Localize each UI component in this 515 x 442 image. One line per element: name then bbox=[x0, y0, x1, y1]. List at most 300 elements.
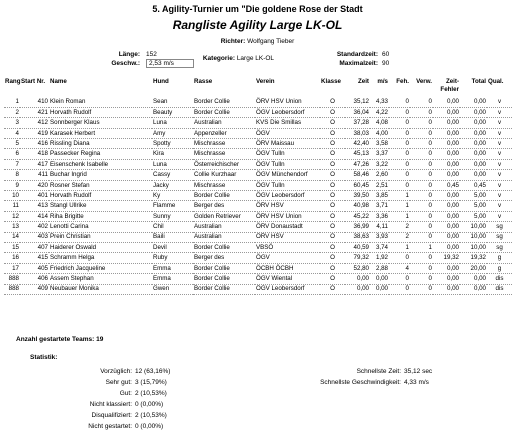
cell-ms: 4,08 bbox=[370, 118, 389, 128]
cell-feh: 0 bbox=[389, 159, 410, 169]
cell-zeit: 58,46 bbox=[345, 170, 370, 180]
cell-zeit: 42,40 bbox=[345, 139, 370, 149]
cell-name: Haiderer Oswald bbox=[49, 242, 152, 252]
cell-klasse: O bbox=[320, 253, 345, 263]
col-verw: Verw. bbox=[416, 78, 432, 85]
cell-rang: 888 bbox=[4, 274, 20, 284]
cell-feh: 0 bbox=[389, 253, 410, 263]
cell-ms: 2,51 bbox=[370, 180, 389, 190]
cell-zeitfehler: 0,45 bbox=[433, 180, 460, 190]
teams-label: Anzahl gestartete Teams: bbox=[16, 336, 95, 343]
table-row bbox=[4, 118, 512, 128]
cell-total: 5,00 bbox=[460, 211, 487, 221]
col-rasse: Rasse bbox=[194, 78, 213, 85]
cell-feh: 4 bbox=[389, 263, 410, 273]
speed-label: Geschw.: bbox=[111, 60, 140, 67]
col-rang: Rang bbox=[5, 78, 21, 85]
cell-start: 421 bbox=[20, 107, 49, 117]
cell-verein: KVS Die Smillas bbox=[255, 118, 320, 128]
cell-feh: 0 bbox=[389, 118, 410, 128]
cell-rasse: Berger des bbox=[193, 253, 255, 263]
cell-qual: g bbox=[487, 263, 512, 273]
table-row bbox=[4, 242, 512, 252]
cell-hund: Gwen bbox=[152, 284, 193, 294]
cell-rang: 7 bbox=[4, 159, 20, 169]
cell-qual: sg bbox=[487, 222, 512, 232]
cell-feh: 0 bbox=[389, 274, 410, 284]
results-table bbox=[4, 78, 512, 295]
table-row bbox=[4, 107, 512, 117]
cell-qual: g bbox=[487, 253, 512, 263]
cell-name: Riha Brigitte bbox=[49, 211, 152, 221]
cell-verw: 0 bbox=[410, 128, 433, 138]
cell-name: Schramm Helga bbox=[49, 253, 152, 263]
cell-verw: 0 bbox=[410, 222, 433, 232]
cell-zeitfehler: 0,00 bbox=[433, 97, 460, 107]
stat-label: Gut: bbox=[119, 390, 132, 397]
col-qual: Qual. bbox=[488, 78, 504, 85]
cell-start: 413 bbox=[20, 201, 49, 211]
cell-name: Eisenschenk Isabelle bbox=[49, 159, 152, 169]
cell-verein: ÖRV Donaustadt bbox=[255, 222, 320, 232]
cell-start: 406 bbox=[20, 274, 49, 284]
cell-qual: v bbox=[487, 159, 512, 169]
cell-verw: 1 bbox=[410, 242, 433, 252]
stat-row bbox=[70, 421, 170, 432]
cell-name: Horvath Rudolf bbox=[49, 107, 152, 117]
event-title: 5. Agility-Turnier um "Die goldene Rose der Stadt bbox=[152, 4, 363, 14]
length-value: 152 bbox=[146, 51, 157, 58]
cell-ms: 1,92 bbox=[370, 253, 389, 263]
stat-label: Vorzüglich: bbox=[100, 368, 132, 375]
cell-feh: 0 bbox=[389, 97, 410, 107]
cell-verw: 0 bbox=[410, 118, 433, 128]
cell-verein: ÖRV HSV Union bbox=[255, 211, 320, 221]
cell-hund: Jacky bbox=[152, 180, 193, 190]
cell-rang: 3 bbox=[4, 118, 20, 128]
cell-name: Passecker Regina bbox=[49, 149, 152, 159]
table-row bbox=[4, 97, 512, 107]
col-hund: Hund bbox=[153, 78, 169, 85]
cell-hund: Ky bbox=[152, 191, 193, 201]
cell-ms: 4,11 bbox=[370, 222, 389, 232]
cell-verein: ÖGV Wiental bbox=[255, 274, 320, 284]
cell-rasse: Mischrasse bbox=[193, 180, 255, 190]
table-row bbox=[4, 201, 512, 211]
cell-total: 0,00 bbox=[460, 284, 487, 294]
cell-start: 410 bbox=[20, 97, 49, 107]
cell-verein: ÖRV HSV Union bbox=[255, 97, 320, 107]
cell-zeitfehler: 0,00 bbox=[433, 118, 460, 128]
cell-qual: v bbox=[487, 191, 512, 201]
cell-rasse: Border Collie bbox=[193, 242, 255, 252]
cell-rasse: Border Collie bbox=[193, 191, 255, 201]
cell-rasse: Österreichischer bbox=[193, 159, 255, 169]
cell-rang: 1 bbox=[4, 97, 20, 107]
stat-label: Nicht klassiert: bbox=[89, 401, 132, 408]
cell-rang: 9 bbox=[4, 180, 20, 190]
cell-name: Stangl Ullrike bbox=[49, 201, 152, 211]
cell-name: Assem Stephan bbox=[49, 274, 152, 284]
cell-start: 416 bbox=[20, 139, 49, 149]
cell-verw: 0 bbox=[410, 253, 433, 263]
course-info bbox=[80, 50, 194, 68]
cell-klasse: O bbox=[320, 242, 345, 252]
cell-ms: 3,93 bbox=[370, 232, 389, 242]
cell-start: 411 bbox=[20, 170, 49, 180]
cell-ms: 0,00 bbox=[370, 274, 389, 284]
table-row bbox=[4, 253, 512, 263]
cell-rasse: Golden Retriever bbox=[193, 211, 255, 221]
teams-value: 19 bbox=[96, 336, 104, 343]
cell-feh: 0 bbox=[389, 180, 410, 190]
cell-klasse: O bbox=[320, 97, 345, 107]
cell-klasse: O bbox=[320, 149, 345, 159]
col-name: Name bbox=[50, 78, 67, 85]
cell-rasse: Australian bbox=[193, 118, 255, 128]
cell-zeit: 38,03 bbox=[345, 128, 370, 138]
cell-rang: 10 bbox=[4, 191, 20, 201]
cell-klasse: O bbox=[320, 191, 345, 201]
cell-hund: Luna bbox=[152, 159, 193, 169]
cell-hund: Spotty bbox=[152, 139, 193, 149]
cell-rang: 6 bbox=[4, 149, 20, 159]
cell-qual: dis bbox=[487, 274, 512, 284]
cell-feh: 2 bbox=[389, 222, 410, 232]
cell-rang: 12 bbox=[4, 211, 20, 221]
cell-klasse: O bbox=[320, 211, 345, 221]
cell-qual: dis bbox=[487, 284, 512, 294]
cell-name: Friedrich Jacqueline bbox=[49, 263, 152, 273]
cell-total: 0,00 bbox=[460, 170, 487, 180]
judge-label: Richter: bbox=[220, 38, 246, 45]
cell-qual: v bbox=[487, 139, 512, 149]
col-total: Total bbox=[471, 78, 486, 85]
cell-name: Lenotti Carina bbox=[49, 222, 152, 232]
table-row bbox=[4, 149, 512, 159]
cell-zeit: 45,22 bbox=[345, 211, 370, 221]
cell-total: 5,00 bbox=[460, 201, 487, 211]
cell-feh: 1 bbox=[389, 201, 410, 211]
cell-qual: v bbox=[487, 211, 512, 221]
cell-zeitfehler: 0,00 bbox=[433, 149, 460, 159]
cell-rasse: Australian bbox=[193, 222, 255, 232]
cell-ms: 3,71 bbox=[370, 201, 389, 211]
table-row bbox=[4, 211, 512, 221]
cell-start: 414 bbox=[20, 211, 49, 221]
cell-rang: 14 bbox=[4, 232, 20, 242]
cell-ms: 3,85 bbox=[370, 191, 389, 201]
table-row bbox=[4, 284, 512, 294]
cell-klasse: O bbox=[320, 159, 345, 169]
cell-verein: ÖGV Tulln bbox=[255, 149, 320, 159]
cell-rasse: Border Collie bbox=[193, 107, 255, 117]
cell-hund: Sunny bbox=[152, 211, 193, 221]
cell-zeit: 45,13 bbox=[345, 149, 370, 159]
table-row bbox=[4, 139, 512, 149]
cell-start: 402 bbox=[20, 222, 49, 232]
col-ms: m/s bbox=[377, 78, 388, 85]
cell-total: 0,00 bbox=[460, 159, 487, 169]
cell-total: 0,00 bbox=[460, 139, 487, 149]
cell-total: 0,00 bbox=[460, 107, 487, 117]
cell-total: 10,00 bbox=[460, 242, 487, 252]
col-klasse: Klasse bbox=[321, 78, 341, 85]
cell-hund: Beauty bbox=[152, 107, 193, 117]
cell-feh: 0 bbox=[389, 170, 410, 180]
stat-label: Sehr gut: bbox=[105, 379, 132, 386]
cell-klasse: O bbox=[320, 232, 345, 242]
cell-zeit: 0,00 bbox=[345, 284, 370, 294]
cell-start: 415 bbox=[20, 253, 49, 263]
cell-feh: 0 bbox=[389, 149, 410, 159]
cell-hund: Flamme bbox=[152, 201, 193, 211]
cell-rasse: Border Collie bbox=[193, 97, 255, 107]
cell-zeit: 39,50 bbox=[345, 191, 370, 201]
cell-hund: Chil bbox=[152, 222, 193, 232]
cell-verw: 0 bbox=[410, 97, 433, 107]
cell-zeitfehler: 0,00 bbox=[433, 107, 460, 117]
cell-zeit: 35,12 bbox=[345, 97, 370, 107]
cell-rang: 16 bbox=[4, 253, 20, 263]
cell-rang: 2 bbox=[4, 107, 20, 117]
cell-verw: 0 bbox=[410, 191, 433, 201]
cell-rang: 5 bbox=[4, 139, 20, 149]
cell-ms: 4,33 bbox=[370, 97, 389, 107]
speed-value: 2,53 m/s bbox=[146, 59, 194, 68]
cell-start: 409 bbox=[20, 284, 49, 294]
cell-feh: 2 bbox=[389, 232, 410, 242]
cell-verein: ÖGV Leobersdorf bbox=[255, 284, 320, 294]
cell-zeitfehler: 0,00 bbox=[433, 232, 460, 242]
cell-ms: 3,58 bbox=[370, 139, 389, 149]
cell-start: 405 bbox=[20, 263, 49, 273]
cell-verw: 0 bbox=[410, 107, 433, 117]
cell-name: Rissling Diana bbox=[49, 139, 152, 149]
cell-total: 0,00 bbox=[460, 149, 487, 159]
cell-ms: 2,60 bbox=[370, 170, 389, 180]
cell-zeit: 60,45 bbox=[345, 180, 370, 190]
cell-rang: 13 bbox=[4, 222, 20, 232]
cell-zeit: 40,98 bbox=[345, 201, 370, 211]
table-header bbox=[4, 78, 512, 97]
max-time-label: Maximalzeit: bbox=[339, 60, 378, 67]
cell-zeit: 52,80 bbox=[345, 263, 370, 273]
ranking-title: Rangliste Agility Large LK-OL bbox=[172, 18, 343, 32]
table-row bbox=[4, 180, 512, 190]
cell-feh: 0 bbox=[389, 284, 410, 294]
cell-qual: v bbox=[487, 180, 512, 190]
cell-ms: 3,22 bbox=[370, 159, 389, 169]
cell-klasse: O bbox=[320, 201, 345, 211]
cell-qual: v bbox=[487, 201, 512, 211]
stat-value: 0 (0,00%) bbox=[135, 401, 164, 408]
cell-rasse: Border Collie bbox=[193, 274, 255, 284]
cell-klasse: O bbox=[320, 170, 345, 180]
cell-zeitfehler: 0,00 bbox=[433, 191, 460, 201]
cell-verein: ÖRV HSV bbox=[255, 232, 320, 242]
cell-hund: Ruby bbox=[152, 253, 193, 263]
cell-klasse: O bbox=[320, 274, 345, 284]
col-zeit: Zeit bbox=[357, 78, 369, 85]
cell-hund: Kira bbox=[152, 149, 193, 159]
cell-hund: Emma bbox=[152, 274, 193, 284]
cell-name: Karasek Herbert bbox=[49, 128, 152, 138]
cell-total: 5,00 bbox=[460, 191, 487, 201]
teams-count bbox=[16, 336, 103, 343]
cell-qual: sg bbox=[487, 242, 512, 252]
cell-qual: v bbox=[487, 170, 512, 180]
cell-ms: 2,88 bbox=[370, 263, 389, 273]
cell-rasse: Mischrasse bbox=[193, 139, 255, 149]
cell-verw: 0 bbox=[410, 180, 433, 190]
cell-verw: 0 bbox=[410, 170, 433, 180]
cell-verein: ÖGV Tulln bbox=[255, 159, 320, 169]
cell-verein: ÖGV Tulln bbox=[255, 180, 320, 190]
cell-verein: VBSÖ bbox=[255, 242, 320, 252]
cell-total: 0,00 bbox=[460, 128, 487, 138]
cell-qual: v bbox=[487, 118, 512, 128]
statistics-title: Statistik: bbox=[30, 354, 58, 361]
stat-row bbox=[70, 399, 170, 410]
cell-rasse: Mischrasse bbox=[193, 149, 255, 159]
std-time-label: Standardzeit: bbox=[336, 51, 378, 58]
category-label: Kategorie: bbox=[202, 55, 235, 62]
cell-verein: ÖGV Leobersdorf bbox=[255, 107, 320, 117]
cell-zeit: 0,00 bbox=[345, 274, 370, 284]
cell-klasse: O bbox=[320, 107, 345, 117]
cell-zeit: 79,32 bbox=[345, 253, 370, 263]
cell-klasse: O bbox=[320, 180, 345, 190]
col-feh: Feh. bbox=[396, 78, 409, 85]
cell-verw: 0 bbox=[410, 149, 433, 159]
cell-zeit: 47,26 bbox=[345, 159, 370, 169]
cell-name: Klein Roman bbox=[49, 97, 152, 107]
cell-zeit: 36,99 bbox=[345, 222, 370, 232]
cell-feh: 0 bbox=[389, 139, 410, 149]
statistics-list bbox=[70, 366, 170, 432]
cell-verein: ÖRV Maissau bbox=[255, 139, 320, 149]
cell-zeitfehler: 0,00 bbox=[433, 284, 460, 294]
cell-hund: Sean bbox=[152, 97, 193, 107]
cell-klasse: O bbox=[320, 139, 345, 149]
cell-rang: 15 bbox=[4, 242, 20, 252]
cell-hund: Emma bbox=[152, 263, 193, 273]
table-row bbox=[4, 274, 512, 284]
cell-ms: 4,22 bbox=[370, 107, 389, 117]
cell-zeit: 36,04 bbox=[345, 107, 370, 117]
cell-qual: sg bbox=[487, 232, 512, 242]
cell-verein: ÖCBH ÖCBH bbox=[255, 263, 320, 273]
cell-ms: 4,00 bbox=[370, 128, 389, 138]
cell-klasse: O bbox=[320, 128, 345, 138]
cell-name: Horvath Rudolf bbox=[49, 191, 152, 201]
table-row bbox=[4, 232, 512, 242]
stat-value: 2 (10,53%) bbox=[135, 390, 167, 397]
cell-start: 401 bbox=[20, 191, 49, 201]
cell-feh: 1 bbox=[389, 211, 410, 221]
cell-hund: Amy bbox=[152, 128, 193, 138]
cell-klasse: O bbox=[320, 118, 345, 128]
fastest-info bbox=[300, 366, 432, 388]
cell-verw: 0 bbox=[410, 284, 433, 294]
table-row bbox=[4, 170, 512, 180]
table-row bbox=[4, 263, 512, 273]
cell-zeitfehler: 0,00 bbox=[433, 128, 460, 138]
cell-start: 412 bbox=[20, 118, 49, 128]
cell-name: Prein Christian bbox=[49, 232, 152, 242]
cell-zeitfehler: 0,00 bbox=[433, 274, 460, 284]
cell-klasse: O bbox=[320, 263, 345, 273]
stat-label: Nicht gestartet: bbox=[88, 423, 132, 430]
cell-zeit: 37,28 bbox=[345, 118, 370, 128]
cell-total: 0,00 bbox=[460, 118, 487, 128]
cell-name: Sonnberger Klaus bbox=[49, 118, 152, 128]
cell-zeitfehler: 0,00 bbox=[433, 242, 460, 252]
cell-klasse: O bbox=[320, 222, 345, 232]
cell-feh: 1 bbox=[389, 242, 410, 252]
fastest-time-value: 35,12 sec bbox=[404, 368, 433, 375]
cell-start: 420 bbox=[20, 180, 49, 190]
cell-rasse: Appenzeller bbox=[193, 128, 255, 138]
cell-zeit: 38,63 bbox=[345, 232, 370, 242]
std-time-value: 60 bbox=[382, 51, 390, 58]
cell-ms: 3,74 bbox=[370, 242, 389, 252]
cell-hund: Cassy bbox=[152, 170, 193, 180]
cell-zeit: 40,59 bbox=[345, 242, 370, 252]
stat-row bbox=[70, 366, 170, 377]
cell-total: 10,00 bbox=[460, 222, 487, 232]
stat-label: Disqualifiziert: bbox=[91, 412, 132, 419]
cell-start: 417 bbox=[20, 159, 49, 169]
cell-verein: ÖGV Münchendorf bbox=[255, 170, 320, 180]
table-row bbox=[4, 191, 512, 201]
cell-verw: 0 bbox=[410, 263, 433, 273]
col-verein: Verein bbox=[256, 78, 275, 85]
col-start: Start Nr. bbox=[21, 78, 46, 85]
cell-qual: v bbox=[487, 97, 512, 107]
cell-verw: 0 bbox=[410, 201, 433, 211]
cell-verein: ÖRV HSV bbox=[255, 201, 320, 211]
category-info bbox=[197, 50, 274, 63]
stat-row bbox=[70, 377, 170, 388]
cell-total: 0,45 bbox=[460, 180, 487, 190]
cell-verw: 0 bbox=[410, 211, 433, 221]
cell-start: 418 bbox=[20, 149, 49, 159]
cell-qual: v bbox=[487, 107, 512, 117]
cell-rasse: Australian bbox=[193, 232, 255, 242]
cell-total: 10,00 bbox=[460, 232, 487, 242]
col-zeitfehler: Zeit- Fehler bbox=[440, 78, 459, 93]
cell-total: 20,00 bbox=[460, 263, 487, 273]
cell-ms: 3,37 bbox=[370, 149, 389, 159]
cell-zeitfehler: 19,32 bbox=[433, 253, 460, 263]
cell-qual: v bbox=[487, 149, 512, 159]
table-row bbox=[4, 159, 512, 169]
cell-zeitfehler: 0,00 bbox=[433, 159, 460, 169]
cell-qual: v bbox=[487, 128, 512, 138]
category-value: Large LK-OL bbox=[236, 55, 275, 62]
time-info bbox=[318, 50, 389, 68]
cell-zeitfehler: 0,00 bbox=[433, 211, 460, 221]
cell-total: 19,32 bbox=[460, 253, 487, 263]
cell-hund: Luna bbox=[152, 118, 193, 128]
max-time-value: 90 bbox=[382, 60, 390, 67]
judge-line bbox=[0, 38, 515, 45]
cell-verw: 0 bbox=[410, 139, 433, 149]
cell-total: 0,00 bbox=[460, 274, 487, 284]
table-row bbox=[4, 128, 512, 138]
